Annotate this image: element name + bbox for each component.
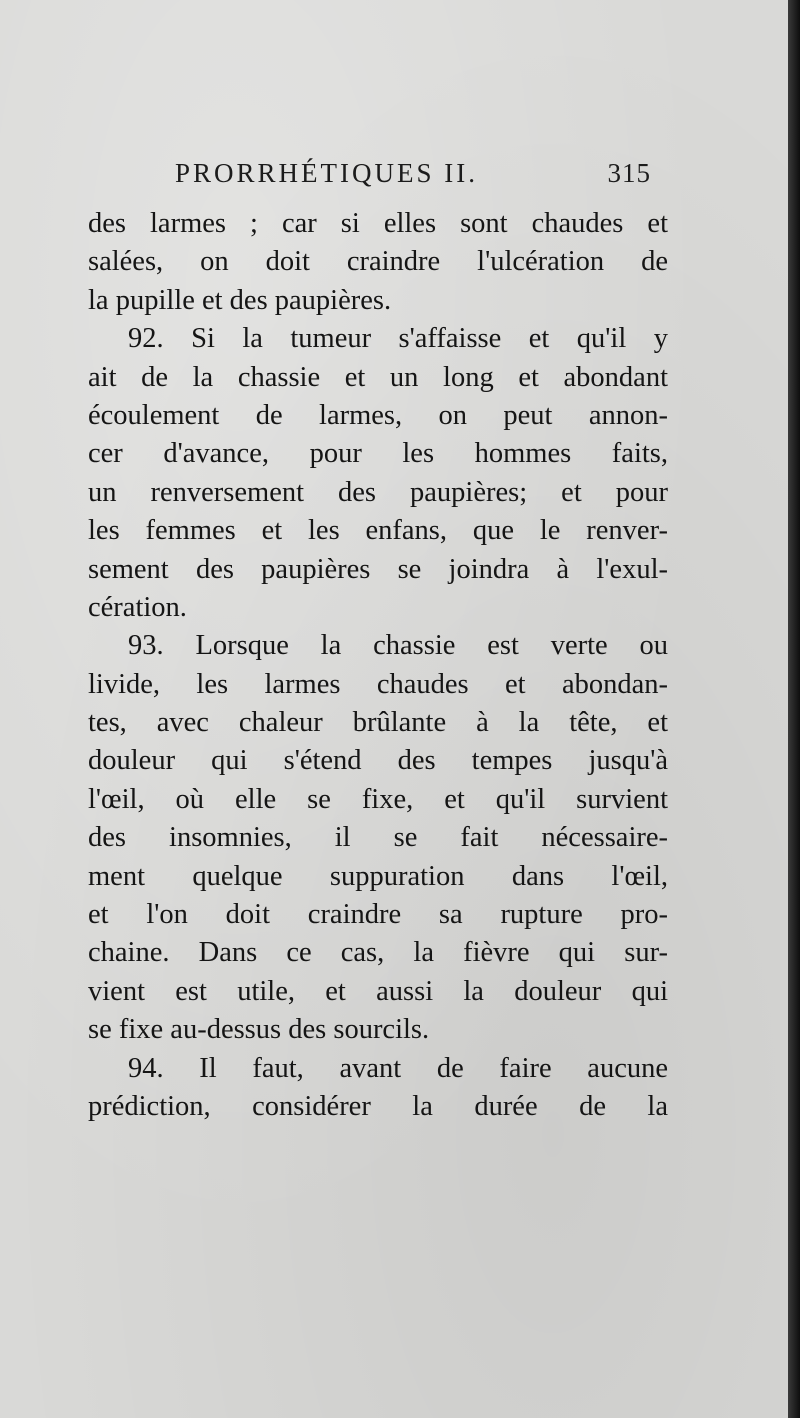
- text-line: salées, on doit craindre l'ulcération de: [88, 246, 668, 278]
- text-line: tes, avec chaleur brûlante à la tête, et: [88, 707, 668, 739]
- text-line: prédiction, considérer la durée de la: [88, 1090, 668, 1122]
- text-line: l'œil, où elle se fixe, et qu'il survient: [88, 783, 668, 815]
- text-line: sement des paupières se joindra à l'exul-: [88, 553, 668, 585]
- body-text: [88, 205, 668, 1126]
- text-line: et l'on doit craindre sa rupture pro-: [88, 899, 668, 931]
- text-line: se fixe au-dessus des sourcils.: [88, 1014, 430, 1046]
- text-line: ait de la chassie et un long et abondant: [88, 361, 668, 393]
- paragraph-93-start: 93. Lorsque la chassie est verte ou: [128, 630, 668, 662]
- text-line: chaine. Dans ce cas, la fièvre qui sur-: [88, 937, 668, 969]
- paragraph-92-start: 92. Si la tumeur s'affaisse et qu'il y: [128, 323, 668, 355]
- text-line: vient est utile, et aussi la douleur qui: [88, 975, 668, 1007]
- text-line: écoulement de larmes, on peut annon-: [88, 399, 668, 431]
- text-line: les femmes et les enfans, que le renver-: [88, 515, 668, 547]
- page-number: 315: [607, 158, 651, 188]
- text-line: des larmes ; car si elles sont chaudes et: [88, 208, 668, 239]
- page-header: [175, 158, 655, 198]
- text-line: livide, les larmes chaudes et abondan-: [88, 668, 668, 700]
- text-line: des insomnies, il se fait nécessaire-: [88, 822, 668, 854]
- running-head: PRORRHÉTIQUES II.: [175, 158, 479, 188]
- text-line: la pupille et des paupières.: [88, 284, 392, 316]
- text-line: cération.: [88, 591, 187, 623]
- text-line: ment quelque suppuration dans l'œil,: [88, 860, 668, 892]
- text-line: douleur qui s'étend des tempes jusqu'à: [88, 745, 668, 777]
- page-edge-shadow: [788, 0, 800, 1418]
- text-line: un renversement des paupières; et pour: [88, 476, 668, 508]
- text-line: cer d'avance, pour les hommes faits,: [88, 438, 668, 470]
- paragraph-94-start: 94. Il faut, avant de faire aucune: [128, 1052, 668, 1084]
